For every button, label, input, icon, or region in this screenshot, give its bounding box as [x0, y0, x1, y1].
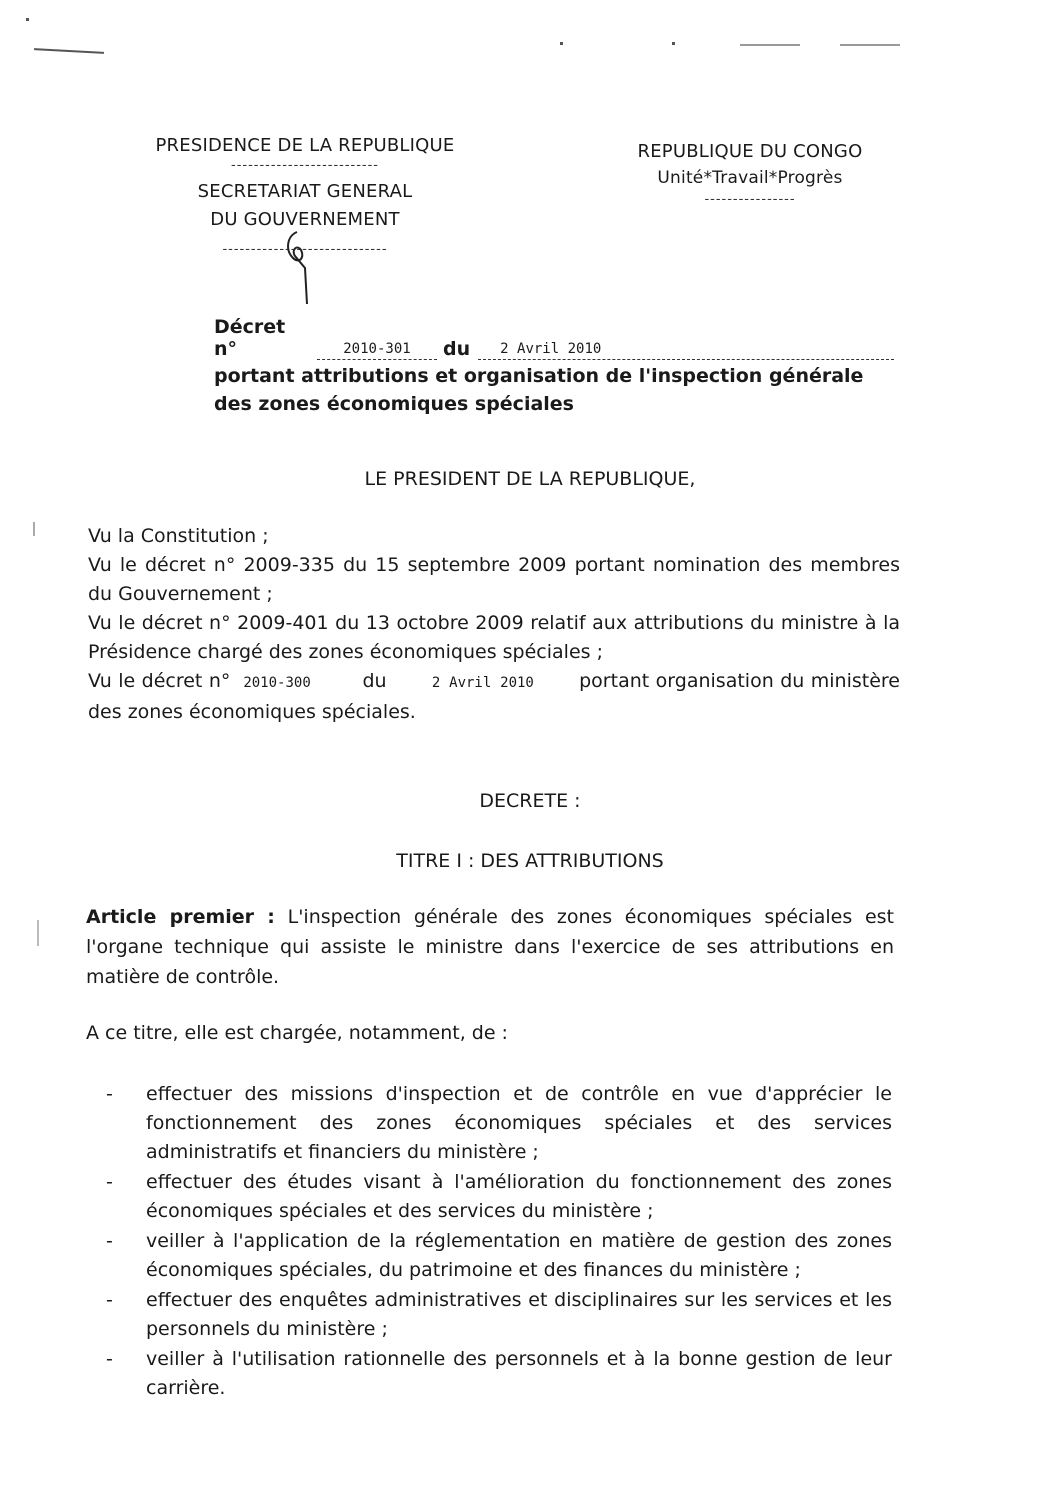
consideration-item: [88, 667, 900, 727]
article-text: L'inspection générale des zones économiques spéciales est l'organe technique qui assiste le ministre dans l'exercice de ses attributions en matière de contrôle.: [86, 906, 895, 988]
consideration-prefix: Vu le décret n°: [88, 670, 231, 692]
national-motto: Unité*Travail*Progrès: [657, 168, 843, 188]
scan-mark: [560, 42, 563, 45]
scan-mark: [740, 44, 800, 46]
separator: --------------------------: [231, 158, 379, 173]
separator: -----------------------------: [222, 242, 388, 257]
list-intro: A ce titre, elle est chargée, notamment, de :: [86, 1022, 508, 1044]
secretariat-label: SECRETARIAT GENERAL: [197, 181, 413, 202]
list-item: - veiller à l'utilisation rationnelle des personnels et à la bonne gestion de leur carrière.: [106, 1348, 892, 1399]
decree-number: 2010-301: [317, 341, 437, 360]
decrete-heading: DECRETE :: [479, 790, 581, 812]
presidence-label: PRESIDENCE DE LA REPUBLIQUE: [155, 135, 455, 156]
title-heading: TITRE I : DES ATTRIBUTIONS: [396, 850, 664, 872]
list-item: - effectuer des missions d'inspection et de contrôle en vue d'apprécier le fonctionnement des zones économiques spéciales et des services administratifs et financiers du ministère ;: [106, 1083, 892, 1163]
gouvernement-label: DU GOUVERNEMENT: [210, 209, 400, 230]
consideration-du: du: [362, 670, 387, 692]
consideration-suffix: portant organisation du ministère des zones économiques spéciales.: [88, 670, 900, 723]
scan-mark: [37, 920, 39, 946]
list-item: - effectuer des études visant à l'amélioration du fonctionnement des zones économiques spéciales et des services du ministère ;: [106, 1171, 892, 1222]
president-heading: LE PRESIDENT DE LA REPUBLIQUE,: [364, 468, 696, 490]
attributions-list: [106, 1080, 892, 1404]
handwritten-initial-icon: [283, 228, 313, 306]
list-item: - effectuer des enquêtes administratives et disciplinaires sur les services et les personnels du ministère ;: [106, 1289, 892, 1340]
decree-du: du: [443, 338, 471, 360]
decree-prefix: Décret n°: [214, 316, 286, 360]
scan-mark: [672, 42, 675, 45]
country-header: [600, 138, 900, 206]
republique-label: REPUBLIQUE DU CONGO: [637, 141, 863, 162]
consideration-date: 2 Avril 2010: [431, 675, 534, 691]
consideration-number: 2010-300: [243, 675, 311, 691]
scan-mark: [34, 48, 104, 54]
scan-mark: [26, 18, 29, 21]
considerations: [88, 522, 900, 727]
consideration-item: Vu le décret n° 2009-335 du 15 septembre 2009 portant nomination des membres du Gouvernement ;: [88, 554, 900, 605]
list-item: - veiller à l'application de la réglementation en matière de gestion des zones économiques spéciales, du patrimoine et des finances du ministère ;: [106, 1230, 892, 1281]
decree-subject: portant attributions et organisation de l'inspection générale des zones économiques spéciales: [214, 365, 864, 415]
separator: ----------------: [704, 192, 796, 207]
decree-title: [214, 316, 894, 418]
consideration-item: Vu le décret n° 2009-401 du 13 octobre 2009 relatif aux attributions du ministre à la Présidence chargé des zones économiques spéciales ;: [88, 612, 900, 663]
article-label: Article premier :: [86, 906, 275, 928]
scan-mark: [840, 44, 900, 46]
consideration-item: Vu la Constitution ;: [88, 525, 269, 547]
decree-date: 2 Avril 2010: [478, 341, 894, 360]
scan-mark: [33, 522, 35, 536]
article-premier: [86, 902, 894, 992]
